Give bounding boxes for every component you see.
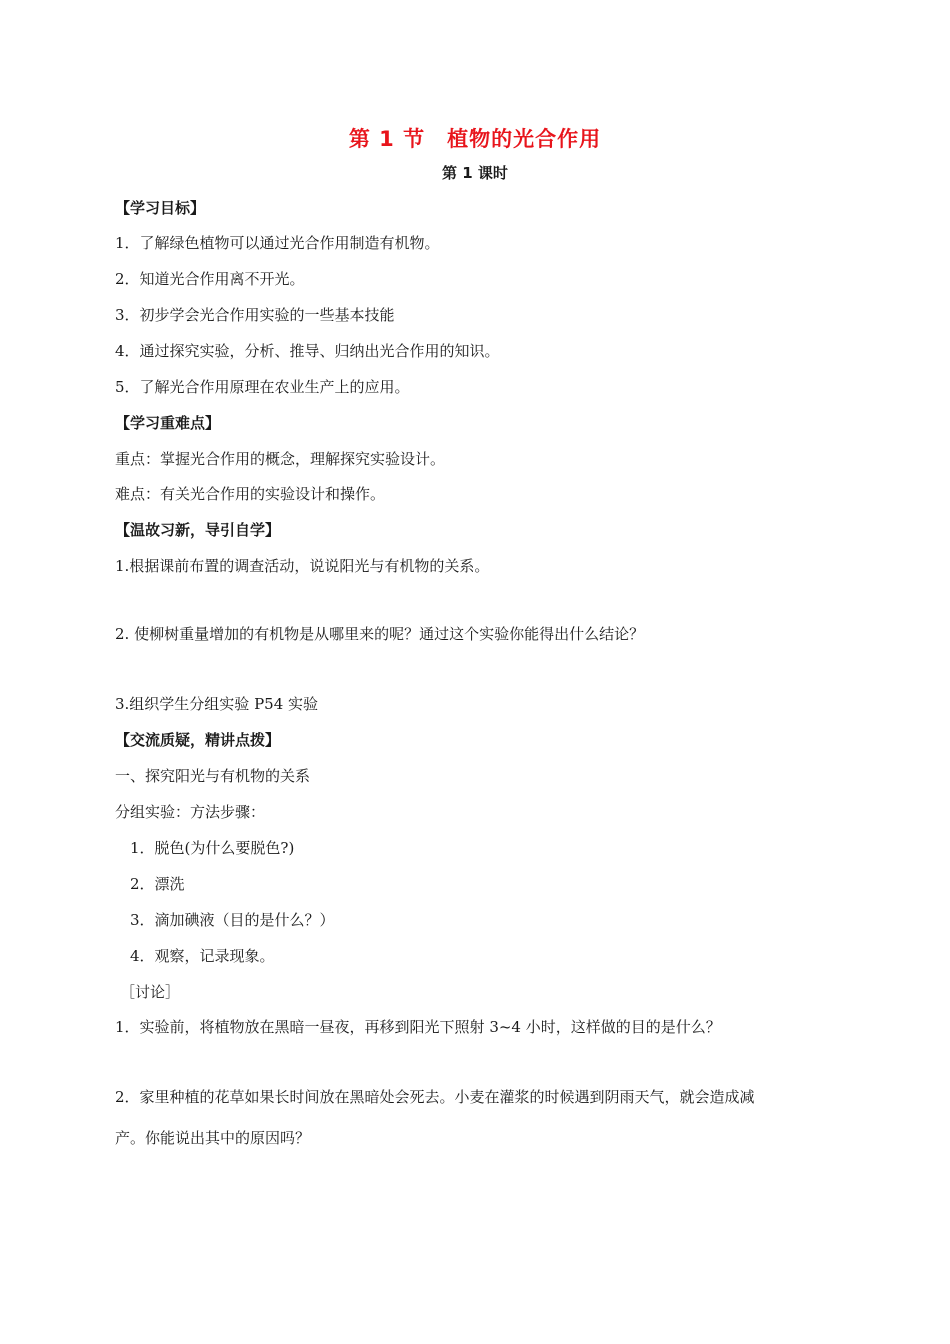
discussion-item: 2．家里种植的花草如果长时间放在黑暗处会死去。小麦在灌浆的时候遇到阴雨天气，就会造成减: [115, 1088, 755, 1106]
step-item: 2．漂洗: [130, 875, 185, 893]
exchange-intro-line: 一、探究阳光与有机物的关系: [115, 767, 311, 785]
keypoints-heading: 【学习重难点】: [115, 414, 221, 432]
objective-item: 1．了解绿色植物可以通过光合作用制造有机物。: [115, 234, 440, 252]
step-item: 3．滴加碘液（目的是什么？）: [130, 911, 335, 929]
exchange-intro-line: 分组实验：方法步骤：: [115, 803, 266, 821]
objective-item: 4．通过探究实验，分析、推导、归纳出光合作用的知识。: [115, 342, 500, 360]
discussion-label: ［讨论］: [120, 983, 181, 1001]
review-heading: 【温故习新，导引自学】: [115, 521, 281, 539]
objective-item: 2．知道光合作用离不开光。: [115, 270, 305, 288]
keypoint-item: 难点：有关光合作用的实验设计和操作。: [115, 485, 386, 503]
keypoint-item: 重点：掌握光合作用的概念，理解探究实验设计。: [115, 450, 446, 468]
page-subtitle: 第 1 课时: [442, 164, 508, 182]
discussion-item-continued: 产。你能说出其中的原因吗？: [115, 1129, 311, 1147]
review-item: 3.组织学生分组实验 P54 实验: [115, 695, 319, 713]
objectives-heading: 【学习目标】: [115, 199, 206, 217]
objective-item: 5．了解光合作用原理在农业生产上的应用。: [115, 378, 410, 396]
review-item: 2. 使柳树重量增加的有机物是从哪里来的呢？通过这个实验你能得出什么结论？: [115, 625, 645, 643]
discussion-item: 1．实验前，将植物放在黑暗一昼夜，再移到阳光下照射 3~4 小时，这样做的目的是什么？: [115, 1018, 721, 1036]
step-item: 1．脱色(为什么要脱色?): [130, 839, 295, 857]
review-item: 1.根据课前布置的调查活动，说说阳光与有机物的关系。: [115, 557, 490, 575]
step-item: 4．观察，记录现象。: [130, 947, 275, 965]
exchange-heading: 【交流质疑，精讲点拨】: [115, 731, 281, 749]
page-title: 第 1 节 植物的光合作用: [348, 127, 602, 151]
objective-item: 3．初步学会光合作用实验的一些基本技能: [115, 306, 395, 324]
